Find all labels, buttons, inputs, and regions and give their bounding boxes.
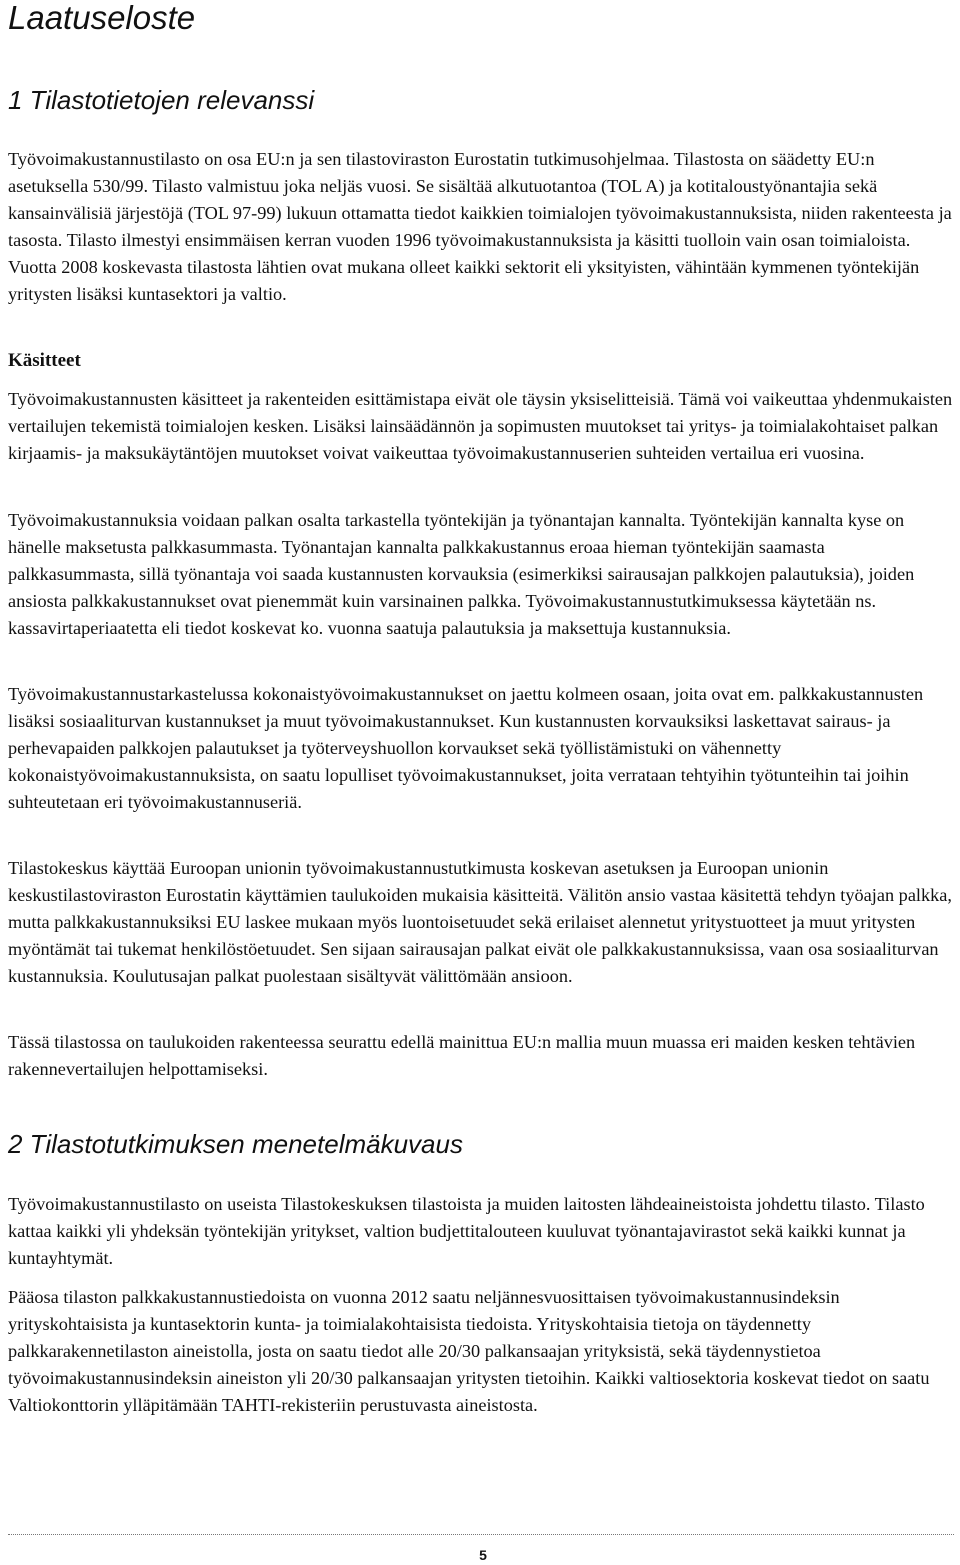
section-2-paragraph-2: Pääosa tilaston palkkakustannustiedoista on vuonna 2012 saatu neljännesvuosittaisen työvoimakustannusindeksin yrityskohtaisista ja kuntasektorin kunta- ja toimialakohtaisista tiedoista. Yrityskohtaisia tietoja on täydennetty palkkarakennetilaston aineistolla, josta on saatu tiedot alle 20/30 palkansaajan yrityksistä, sekä täydennystietoa työvoimakustannusindeksin aineiston yli 20/30 palkansaajan yritysten tietoihin. Kaikki valtiosektoria koskevat tiedot on saatu Valtiokonttorin ylläpitämään TAHTI-rekisteriin perustuvasta aineistosta.	[8, 1287, 930, 1415]
section-2-paragraph-1: Työvoimakustannustilasto on useista Tilastokeskuksen tilastoista ja muiden laitosten lähdeaineistoista johdettu tilasto. Tilasto kattaa kaikki yli yhdeksän työntekijän yritykset, valtion budjettitalouteen kuuluvat työnantajavirastot sekä kaikki kunnat ja kuntayhtymät.	[8, 1194, 925, 1268]
section-1-paragraph-2: Työvoimakustannusten käsitteet ja rakenteiden esittämistapa eivät ole täysin yksiselitteisiä. Tämä voi vaikeuttaa yhdenmukaisten vertailujen tekemistä toimialojen kesken. Lisäksi lainsäädännön ja sopimusten muutokset tai yritys- ja toimialakohtaiset palkan kirjaamis- ja maksukäytäntöjen muutokset voivat vaikeuttaa työvoimakustannuserien suhteiden vertailua eri vuosina.	[8, 389, 953, 463]
section-1-paragraph-5: Tilastokeskus käyttää Euroopan unionin työvoimakustannustutkimusta koskevan asetuksen ja Euroopan unionin keskustilastoviraston Eurostatin käyttämien taulukoiden mukaisia käsitteitä. Välitön ansio vastaa käsitettä tehdyn työajan palkka, mutta palkkakustannuksiksi EU laskee mukaan myös luontoisetuudet sekä erilaiset alennetut yritystuotteet ja muut yritysten myöntämät tai tukemat henkilöstöetuudet. Sen sijaan sairausajan palkat eivät ole palkkakustannuksissa, vaan osa sosiaaliturvan kustannuksia. Koulutusajan palkat puolestaan sisältyvät välittömään ansioon.	[8, 858, 952, 986]
section-1-heading: 1 Tilastotietojen relevanssi	[8, 85, 315, 115]
section-1-paragraph-6: Tässä tilastossa on taulukoiden rakenteessa seurattu edellä mainittua EU:n mallia muun muassa eri maiden kesken tehtävien rakennevertailujen helpottamiseksi.	[8, 1032, 916, 1079]
page-number: 5	[479, 1547, 487, 1563]
document-title: Laatuseloste	[8, 0, 196, 36]
section-1-paragraph-1: Työvoimakustannustilasto on osa EU:n ja sen tilastoviraston Eurostatin tutkimusohjelmaa. Tilastosta on säädetty EU:n asetuksella 530/99. Tilasto valmistuu joka neljäs vuosi. Se sisältää alkutuotantoa (TOL A) ja kotitaloustyönantajia sekä kansainvälisiä järjestöjä (TOL 97-99) lukuun ottamatta tiedot kaikkien toimialojen työvoimakustannuksista, niiden rakenteesta ja tasosta. Tilasto ilmestyi ensimmäisen kerran vuoden 1996 työvoimakustannuksista ja käsitti tuolloin vain osan toimialoista. Vuotta 2008 koskevasta tilastosta lähtien ovat mukana olleet kaikki sektorit eli yksityisten, vähintään kymmenen työntekijän yritysten lisäksi kuntasektori ja valtio.	[8, 149, 952, 304]
footer-divider	[8, 1534, 954, 1535]
section-1-paragraph-3: Työvoimakustannuksia voidaan palkan osalta tarkastella työntekijän ja työnantajan kannalta. Työntekijän kannalta kyse on hänelle maksetusta palkkasummasta. Työnantajan kannalta palkkakustannus eroaa hieman työntekijän saamasta palkkasummasta, sillä työnantaja voi saada kustannusten korvauksia (esimerkiksi sairausajan palkkojen palautuksia), joiden ansiosta palkkakustannukset ovat pienemmät kuin varsinainen palkka. Työvoimakustannustutkimuksessa käytetään ns. kassavirtaperiaatetta eli tiedot koskevat ko. vuonna saatuja palautuksia ja maksettuja kustannuksia.	[8, 510, 915, 638]
subheading-kasitteet: Käsitteet	[8, 350, 81, 371]
section-1-paragraph-4: Työvoimakustannustarkastelussa kokonaistyövoimakustannukset on jaettu kolmeen osaan, joita ovat em. palkkakustannusten lisäksi sosiaaliturvan kustannukset ja muut työvoimakustannukset. Kun kustannusten korvauksiksi laskettavat sairaus- ja perhevapaiden palkkojen palautukset ja työterveyshuollon korvaukset sekä työllistämistuki on vähennetty kokonaistyövoimakustannuksista, on saatu lopulliset työvoimakustannukset, joita verrataan tehtyihin työtunteihin tai joihin suhteutetaan eri työvoimakustannuseriä.	[8, 684, 924, 812]
section-2-heading: 2 Tilastotutkimuksen menetelmäkuvaus	[8, 1129, 463, 1159]
